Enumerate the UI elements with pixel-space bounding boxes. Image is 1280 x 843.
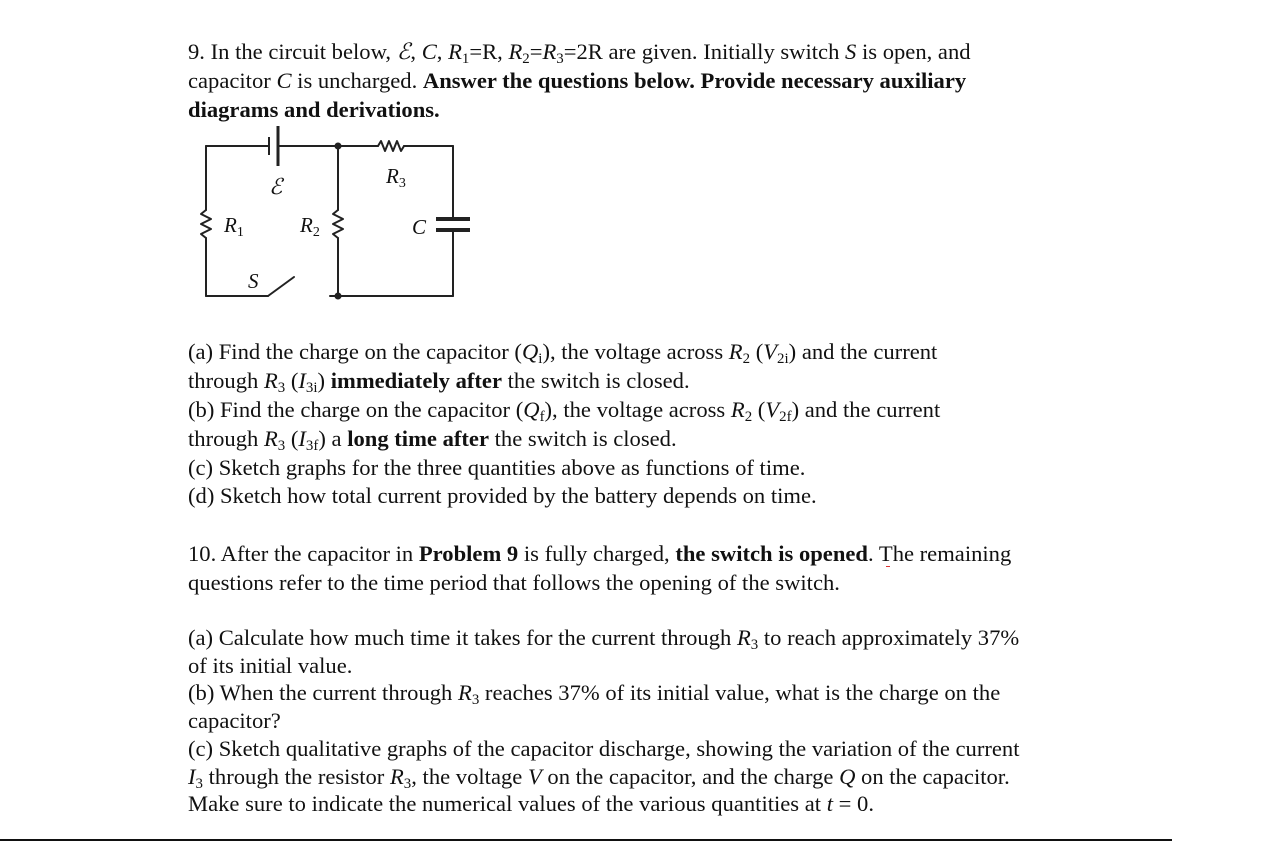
r3-label: R3 (386, 164, 406, 191)
problem9-intro-line1: 9. In the circuit below, ℰ, C, $R_1=R$, $R_2=R_3=2R$ are given. Initially switch S is open, and (188, 39, 971, 68)
junction-top-dot (335, 143, 342, 150)
red-mark (886, 566, 890, 567)
problem9-part-a-line1: (a) Find the charge on the capacitor $(Q_i)$, the voltage across $R_2$ $(V_{2i})$ and the current (188, 339, 938, 368)
problem9-part-d: (d) Sketch how total current provided by the battery depends on time. (188, 483, 817, 508)
problem10-part-a-line1: (a) Calculate how much time it takes for the current through $R_3$ to reach approximately 37% (188, 625, 1020, 654)
problem10-part-c-line2: $I_3$ through the resistor $R_3$, the voltage V on the capacitor, and the charge Q on the capacitor. (188, 764, 1010, 793)
problem9-part-b-line1: (b) Find the charge on the capacitor $(Q_f)$, the voltage across $R_2$ $(V_{2f})$ and the current (188, 397, 941, 426)
problem9-part-c: (c) Sketch graphs for the three quantities above as functions of time. (188, 455, 806, 480)
s-label: S (248, 269, 259, 293)
resistor-r2-symbol (333, 210, 343, 238)
resistor-r1-symbol (201, 210, 211, 238)
problem10-part-b-line2: capacitor? (188, 708, 281, 733)
battery-emf-symbol (269, 126, 278, 166)
c-label: C (412, 215, 427, 239)
problem10-intro-line1: 10. After the capacitor in Problem 9 is fully charged, the switch is opened. The remaining (188, 541, 1012, 566)
circuit-diagram (190, 122, 480, 304)
r2-label: R2 (300, 213, 320, 240)
problem10-part-c-line1: (c) Sketch qualitative graphs of the capacitor discharge, showing the variation of the current (188, 736, 1020, 761)
resistor-r3-symbol (378, 141, 404, 151)
problem9-part-b-line2: through $R_3$ $(I_{3f})$ a long time after the switch is closed. (188, 426, 677, 455)
problem9-intro-line3: diagrams and derivations. (188, 97, 440, 122)
problem10-part-c-line3: Make sure to indicate the numerical values of the various quantities at t = 0. (188, 791, 874, 816)
junction-bottom-dot (335, 293, 342, 300)
switch-s-symbol (268, 277, 294, 296)
problem10-part-b-line1: (b) When the current through $R_3$ reaches 37% of its initial value, what is the charge on the (188, 680, 1001, 709)
problem9-intro-line2: capacitor C is uncharged. Answer the questions below. Provide necessary auxiliary (188, 68, 967, 93)
problem10-intro-line2: questions refer to the time period that follows the opening of the switch. (188, 570, 840, 595)
problem10-part-a-line2: of its initial value. (188, 653, 353, 678)
capacitor-c-symbol (436, 219, 470, 230)
problem9-part-a-line2: through $R_3$ $(I_{3i})$ immediately after the switch is closed. (188, 368, 690, 397)
r1-label: R1 (224, 213, 244, 240)
emf-label: ℰ (269, 174, 283, 199)
page-bottom-rule (0, 839, 1172, 841)
